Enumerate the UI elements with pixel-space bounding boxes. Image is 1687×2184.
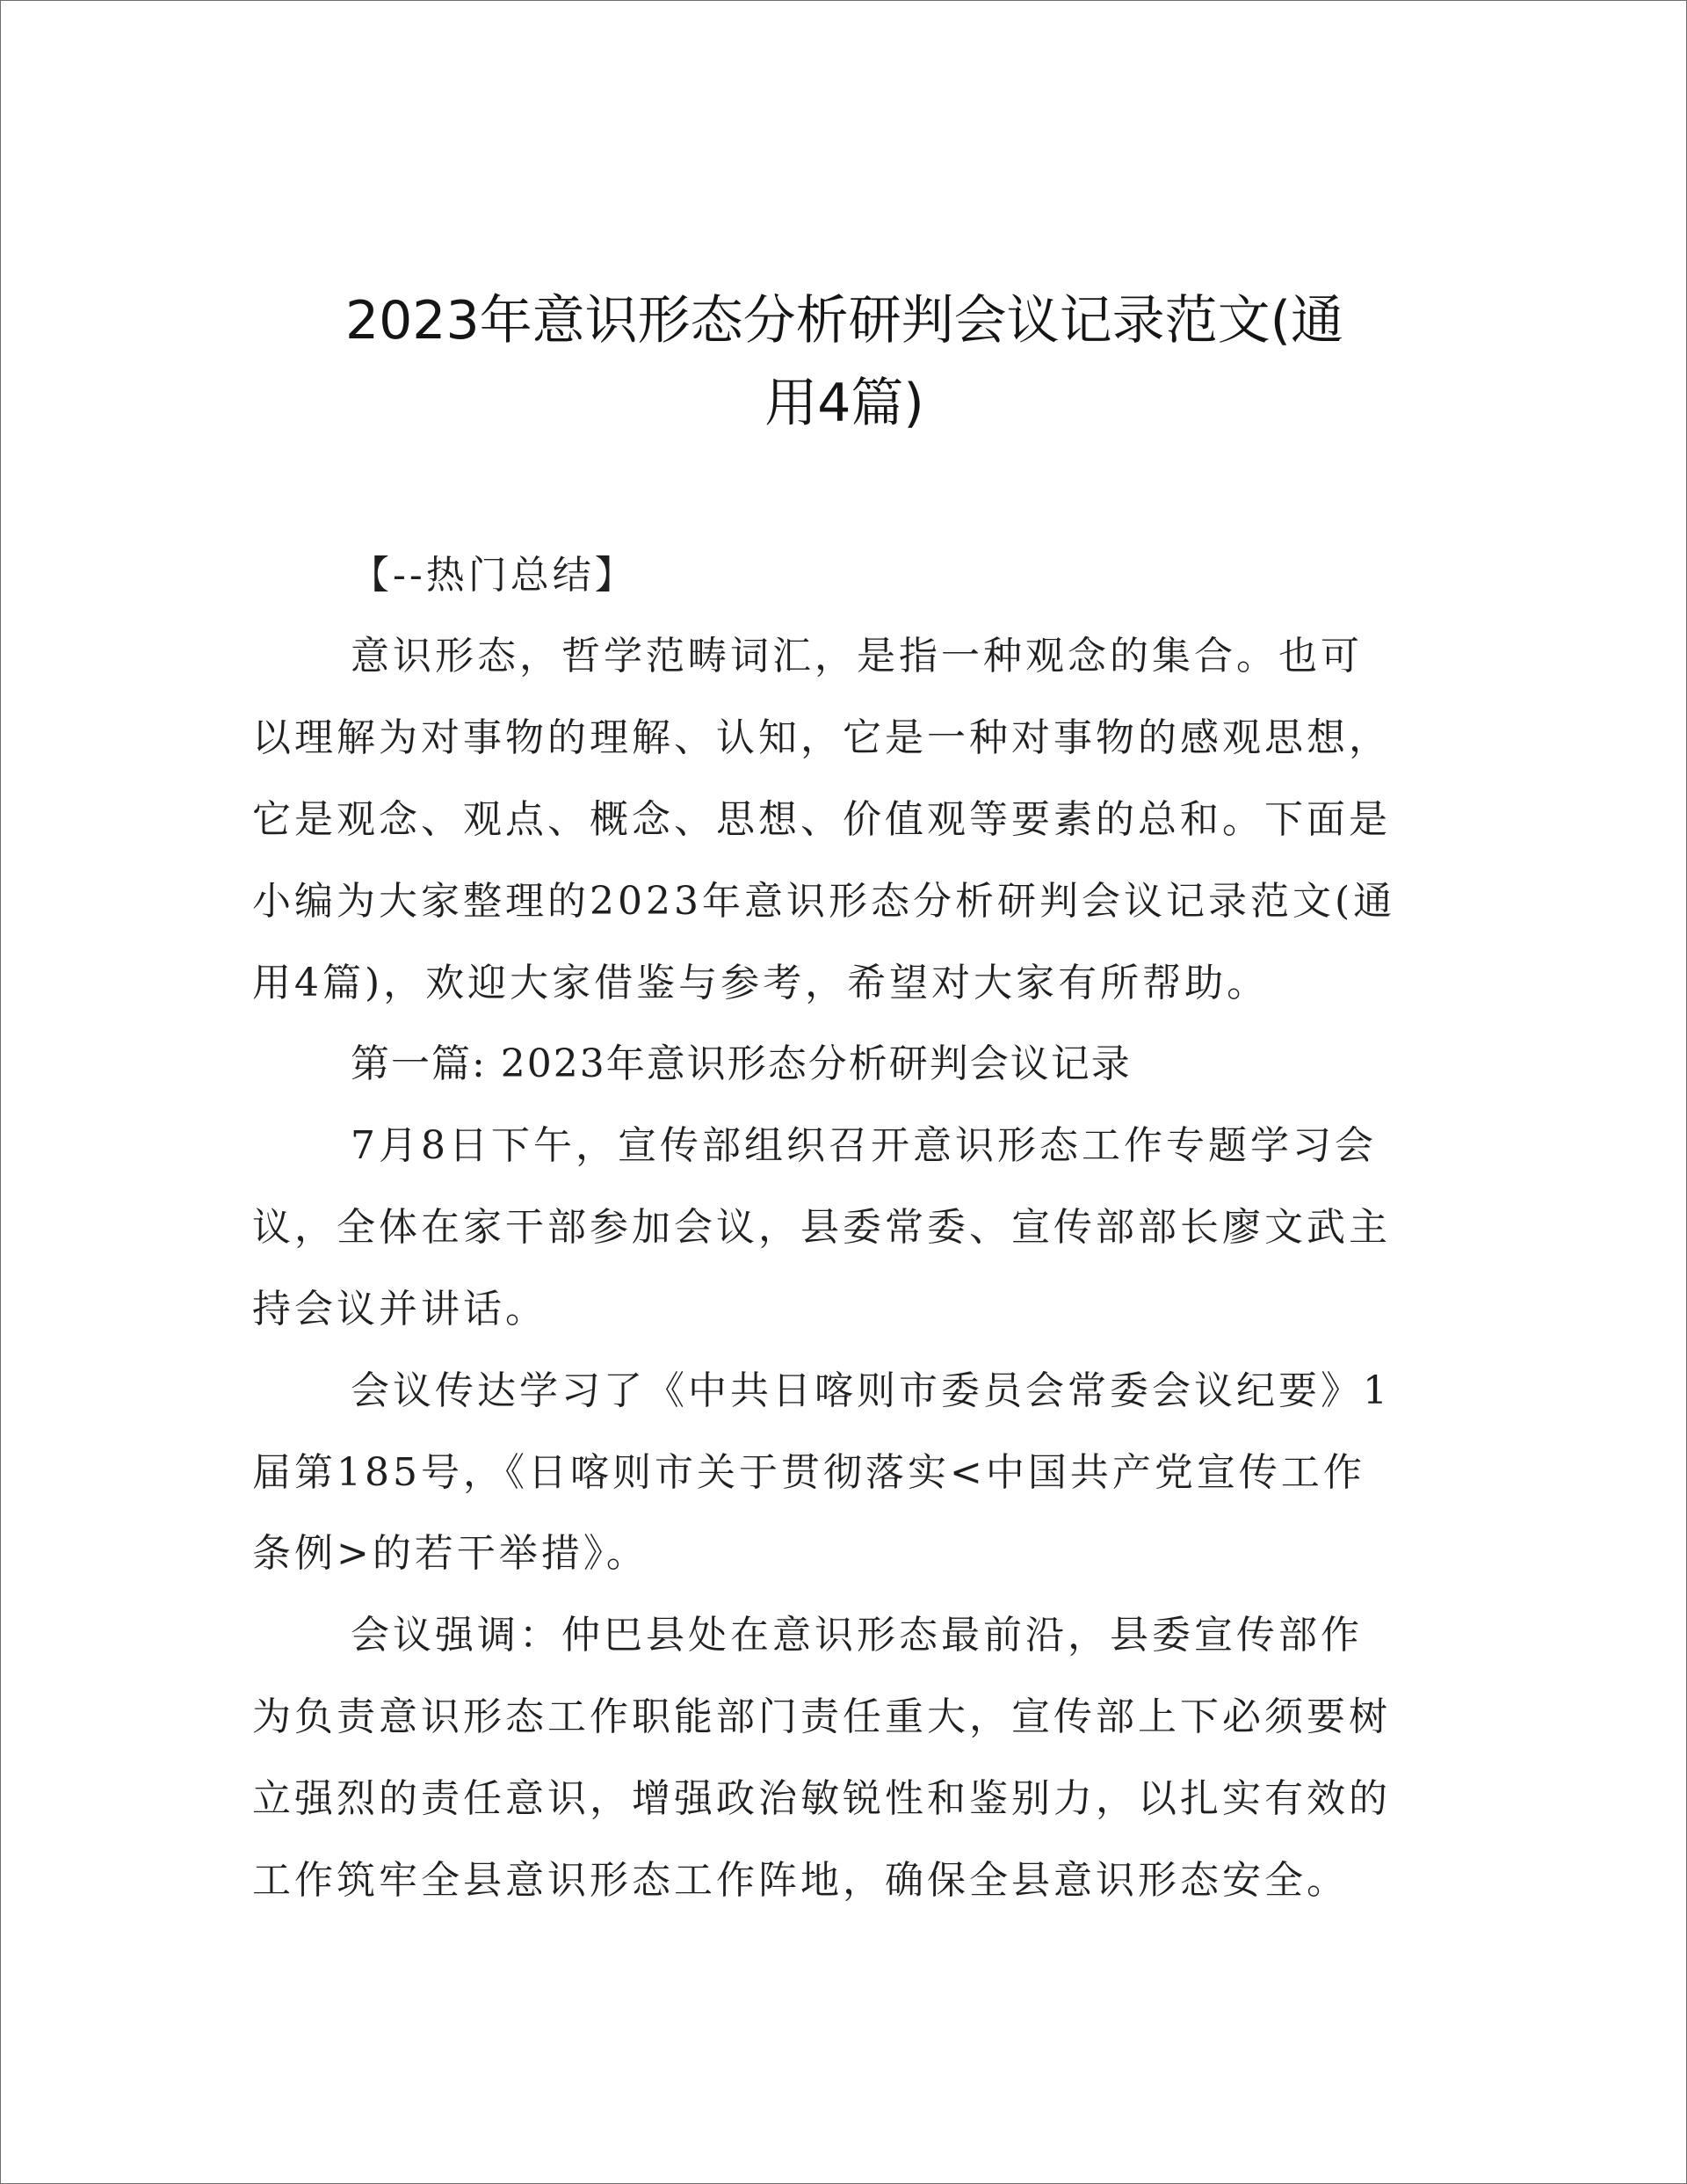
paragraph-2-line-2: 届第185号，《日喀则市关于贯彻落实<中国共产党宣传工作 [252, 1450, 1365, 1495]
intro-line-5: 用4篇)，欢迎大家借鉴与参考，希望对大家有所帮助。 [252, 961, 1270, 1005]
paragraph-3-line-1: 会议强调：仲巴县处在意识形态最前沿，县委宣传部作 [351, 1613, 1363, 1658]
intro-line-1: 意识形态，哲学范畴词汇，是指一种观念的集合。也可 [351, 634, 1363, 678]
paragraph-2-line-1: 会议传达学习了《中共日喀则市委员会常委会议纪要》1 [351, 1368, 1391, 1413]
document-title-line-1: 2023年意识形态分析研判会议记录范文(通 [344, 290, 1344, 352]
paragraph-2-line-3: 条例>的若干举措》。 [252, 1531, 648, 1576]
document-title-line-2: 用4篇) [764, 373, 924, 434]
section-heading: 第一篇: 2023年意识形态分析研判会议记录 [351, 1041, 1132, 1086]
paragraph-1-line-2: 议，全体在家干部参加会议，县委常委、宣传部部长廖文武主 [252, 1205, 1391, 1250]
section-tag: 【--热门总结】 [351, 553, 637, 598]
intro-line-4: 小编为大家整理的2023年意识形态分析研判会议记录范文(通 [252, 879, 1396, 924]
intro-line-3: 它是观念、观点、概念、思想、价值观等要素的总和。下面是 [252, 797, 1391, 842]
paragraph-1-line-3: 持会议并讲话。 [252, 1287, 547, 1331]
paragraph-3-line-2: 为负责意识形态工作职能部门责任重大，宣传部上下必须要树 [252, 1694, 1391, 1739]
paragraph-3-line-4: 工作筑牢全县意识形态工作阵地，确保全县意识形态安全。 [252, 1858, 1349, 1903]
intro-line-2: 以理解为对事物的理解、认知，它是一种对事物的感观思想， [252, 715, 1391, 760]
paragraph-3-line-3: 立强烈的责任意识，增强政治敏锐性和鉴别力，以扎实有效的 [252, 1776, 1391, 1821]
paragraph-1-line-1: 7月8日下午，宣传部组织召开意识形态工作专题学习会 [351, 1123, 1377, 1168]
